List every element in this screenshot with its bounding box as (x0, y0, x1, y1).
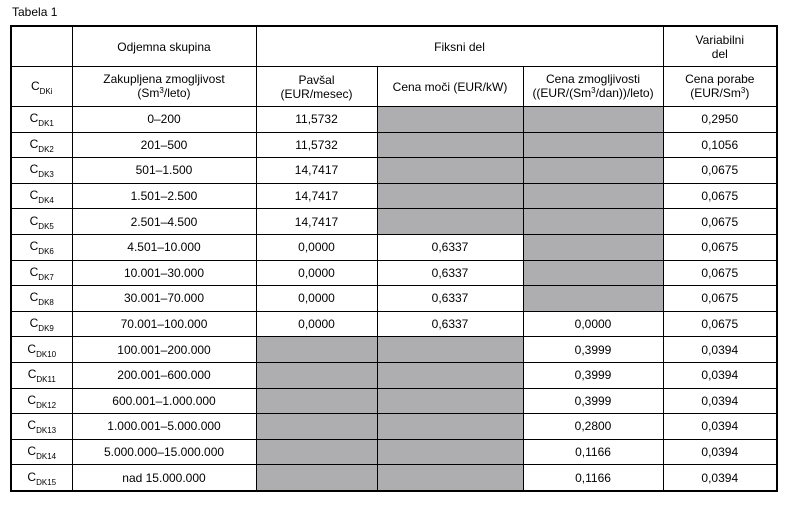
code-main: C (27, 444, 37, 459)
capacity-value: 5.000.000–15.000.000 (103, 445, 225, 460)
power-cell (377, 234, 523, 260)
power-cell (377, 414, 523, 440)
code-cell (11, 362, 72, 388)
capacity-cell (72, 158, 256, 184)
consumption-value: 0,0394 (701, 393, 739, 408)
table-row (11, 234, 777, 260)
consumption-value: 0,0394 (701, 342, 739, 357)
flat-cell (256, 260, 377, 286)
power-value: 0,6337 (431, 265, 469, 280)
power-cell (377, 183, 523, 209)
cap-price-cell (523, 286, 663, 312)
consumption-value: 0,0675 (701, 240, 739, 255)
code-cell (11, 260, 72, 286)
flat-cell (256, 132, 377, 158)
header-code (11, 67, 72, 107)
capacity-value: 201–500 (140, 137, 188, 152)
code-sub: DK10 (36, 349, 57, 359)
header-capacity-line2 (73, 86, 256, 102)
cap-price-cell (523, 234, 663, 260)
code-cell (11, 388, 72, 414)
consumption-cell (663, 286, 777, 312)
flat-cell (256, 337, 377, 363)
table-row (11, 158, 777, 184)
consumption-cell (663, 388, 777, 414)
code-cell (11, 107, 72, 133)
code-cell (11, 286, 72, 312)
flat-value: 11,5732 (295, 112, 338, 127)
power-cell (377, 158, 523, 184)
code-sub: DK5 (38, 221, 54, 231)
table-row (11, 388, 777, 414)
consumption-value: 0,1056 (701, 137, 739, 152)
code-sub: DK11 (36, 375, 56, 385)
table-row (11, 286, 777, 312)
table-row (11, 362, 777, 388)
capacity-cell (72, 132, 256, 158)
code-main: C (29, 188, 39, 203)
cap-price-cell (523, 439, 663, 465)
flat-cell (256, 465, 377, 491)
consumption-cell (663, 183, 777, 209)
code-cell (11, 414, 72, 440)
capacity-cell (72, 107, 256, 133)
consumption-value: 0,0675 (701, 214, 739, 229)
capacity-cell (72, 465, 256, 491)
code-sub: DK6 (38, 247, 54, 257)
power-cell (377, 286, 523, 312)
capacity-value: nad 15.000.000 (122, 470, 206, 485)
cap-price-value: 0,1166 (575, 470, 611, 485)
table-row (11, 337, 777, 363)
power-value: 0,6337 (431, 291, 469, 306)
code-cell (11, 337, 72, 363)
code-sub: DK14 (36, 452, 57, 462)
header-consumption-line2 (664, 86, 777, 102)
consumption-cell (663, 439, 777, 465)
flat-cell (256, 439, 377, 465)
header-capacity (72, 67, 256, 107)
cap-price-cell (523, 260, 663, 286)
cap-price-cell (523, 465, 663, 491)
cap-price-value: 0,1166 (575, 445, 611, 460)
header-cap-price-line2 (524, 86, 663, 102)
code-cell (11, 311, 72, 337)
capacity-value: 70.001–100.000 (120, 317, 208, 332)
consumption-value: 0,0675 (701, 163, 739, 178)
consumption-value: 0,0675 (701, 317, 739, 332)
consumption-value: 0,0675 (701, 291, 739, 306)
flat-cell (256, 388, 377, 414)
power-cell (377, 362, 523, 388)
table-row (11, 465, 777, 491)
code-main: C (27, 341, 37, 356)
code-cell (11, 439, 72, 465)
power-cell (377, 209, 523, 235)
consumption-cell (663, 107, 777, 133)
header-cap-price-line2-sup: 3 (591, 85, 596, 95)
header-code-sub: DKi (39, 86, 53, 96)
header-code-main: C (30, 78, 40, 93)
table-row (11, 439, 777, 465)
consumption-value: 0,0675 (701, 265, 739, 280)
cap-price-cell (523, 311, 663, 337)
capacity-cell (72, 414, 256, 440)
capacity-cell (72, 388, 256, 414)
capacity-value: 501–1.500 (135, 163, 193, 178)
consumption-value: 0,2950 (701, 112, 739, 127)
header-capacity-line2-post: /leto) (163, 85, 191, 100)
flat-cell (256, 362, 377, 388)
code-main: C (27, 418, 37, 433)
capacity-cell (72, 286, 256, 312)
capacity-value: 2.501–4.500 (130, 214, 198, 229)
capacity-value: 1.000.001–5.000.000 (107, 419, 221, 434)
capacity-cell (72, 337, 256, 363)
power-value: 0,6337 (431, 317, 469, 332)
header-fixed: Fiksni del (256, 26, 663, 67)
header-flat (256, 67, 377, 107)
capacity-cell (72, 439, 256, 465)
cap-price-value: 0,3999 (574, 393, 612, 408)
consumption-cell (663, 465, 777, 491)
header-consumption-line2-sup: 3 (740, 85, 746, 95)
capacity-cell (72, 260, 256, 286)
header-group: Odjemna skupina (72, 26, 256, 67)
header-row-2 (11, 67, 777, 107)
flat-value: 0,0000 (298, 317, 335, 332)
flat-cell (256, 311, 377, 337)
tariff-table (10, 25, 778, 492)
consumption-cell (663, 311, 777, 337)
consumption-cell (663, 260, 777, 286)
cap-price-cell (523, 388, 663, 414)
capacity-cell (72, 362, 256, 388)
code-cell (11, 132, 72, 158)
consumption-cell (663, 209, 777, 235)
power-value: 0,6337 (431, 240, 469, 255)
capacity-value: 4.501–10.000 (127, 240, 201, 255)
power-cell (377, 465, 523, 491)
code-main: C (29, 213, 39, 228)
consumption-cell (663, 234, 777, 260)
header-consumption (663, 67, 777, 107)
power-cell (377, 388, 523, 414)
cap-price-cell (523, 337, 663, 363)
capacity-cell (72, 234, 256, 260)
code-main: C (29, 162, 39, 177)
consumption-cell (663, 132, 777, 158)
cap-price-value: 0,3999 (574, 342, 612, 357)
code-cell (11, 183, 72, 209)
cap-price-cell (523, 183, 663, 209)
capacity-value: 100.001–200.000 (117, 342, 211, 357)
code-main: C (29, 239, 39, 254)
code-sub: DK12 (36, 400, 57, 410)
flat-cell (256, 286, 377, 312)
code-sub: DK7 (38, 272, 54, 282)
cap-price-cell (523, 158, 663, 184)
consumption-value: 0,0394 (701, 445, 739, 460)
header-power: Cena moči (EUR/kW) (377, 67, 523, 107)
table-row (11, 107, 777, 133)
flat-cell (256, 414, 377, 440)
table-row (11, 311, 777, 337)
header-empty-cell (11, 26, 72, 67)
table-caption: Tabela 1 (12, 5, 58, 19)
header-cap-price-line2-pre: ((EUR/(Sm (532, 85, 592, 100)
flat-cell (256, 209, 377, 235)
header-capacity-line2-sup: 3 (159, 85, 164, 95)
table-row (11, 414, 777, 440)
table-row (11, 260, 777, 286)
cap-price-cell (523, 132, 663, 158)
capacity-value: 200.001–600.000 (117, 368, 211, 383)
header-consumption-line2-post: ) (745, 85, 750, 100)
header-row-1 (11, 26, 777, 67)
header-cap-price-line2-post: /dan))/leto) (595, 85, 654, 100)
code-cell (11, 158, 72, 184)
code-main: C (27, 367, 37, 382)
cap-price-value: 0,0000 (574, 317, 612, 332)
capacity-value: 30.001–70.000 (123, 291, 205, 306)
flat-value: 0,0000 (298, 265, 335, 280)
code-cell (11, 465, 72, 491)
capacity-cell (72, 183, 256, 209)
consumption-cell (663, 158, 777, 184)
capacity-cell (72, 311, 256, 337)
code-sub: DK1 (38, 119, 54, 129)
capacity-value: 600.001–1.000.000 (112, 393, 216, 408)
header-consumption-line1: Cena porabe (685, 71, 755, 86)
code-main: C (27, 469, 37, 484)
capacity-value: 10.001–30.000 (123, 265, 205, 280)
table-row (11, 132, 777, 158)
flat-cell (256, 183, 377, 209)
code-sub: DK8 (38, 298, 54, 308)
capacity-value: 0–200 (147, 112, 181, 127)
power-cell (377, 260, 523, 286)
power-cell (377, 107, 523, 133)
consumption-cell (663, 337, 777, 363)
cap-price-value: 0,2800 (574, 419, 612, 434)
header-cap-price-line1: Cena zmogljivosti (545, 71, 641, 86)
header-capacity-line2-pre: (Sm (137, 85, 160, 100)
cap-price-cell (523, 414, 663, 440)
code-sub: DK4 (38, 196, 54, 206)
consumption-value: 0,0675 (701, 189, 739, 204)
code-main: C (29, 136, 39, 151)
code-main: C (29, 290, 39, 305)
flat-cell (256, 234, 377, 260)
header-variable-line1: Variabilni (695, 32, 745, 47)
header-consumption-line2-pre: (EUR/Sm (690, 85, 741, 100)
header-cap-price (523, 67, 663, 107)
code-cell (11, 234, 72, 260)
table-row (11, 183, 777, 209)
power-cell (377, 439, 523, 465)
code-cell (11, 209, 72, 235)
flat-cell (256, 158, 377, 184)
capacity-value: 1.501–2.500 (130, 189, 198, 204)
code-main: C (29, 264, 39, 279)
flat-value: 11,5732 (295, 137, 338, 152)
consumption-value: 0,0394 (701, 368, 739, 383)
cap-price-value: 0,3999 (574, 368, 612, 383)
cap-price-cell (523, 209, 663, 235)
flat-value: 14,7417 (294, 189, 339, 204)
code-sub: DK2 (38, 144, 54, 154)
consumption-value: 0,0394 (701, 470, 739, 485)
flat-value: 14,7417 (294, 163, 339, 178)
header-variable-line2: del (711, 46, 728, 61)
code-sub: DK9 (38, 324, 54, 334)
header-flat-line1: Pavšal (298, 72, 335, 87)
code-main: C (29, 316, 39, 331)
code-sub: DK15 (36, 477, 57, 487)
cap-price-cell (523, 362, 663, 388)
code-main: C (29, 111, 39, 126)
code-sub: DK13 (36, 426, 57, 436)
table-row (11, 209, 777, 235)
flat-value: 14,7417 (294, 214, 339, 229)
code-sub: DK3 (38, 170, 54, 180)
cap-price-cell (523, 107, 663, 133)
consumption-cell (663, 414, 777, 440)
capacity-cell (72, 209, 256, 235)
code-main: C (27, 392, 37, 407)
power-cell (377, 337, 523, 363)
power-cell (377, 132, 523, 158)
header-capacity-line1: Zakupljena zmogljivost (103, 71, 225, 86)
consumption-cell (663, 362, 777, 388)
flat-value: 0,0000 (298, 291, 335, 306)
consumption-value: 0,0394 (701, 419, 739, 434)
power-cell (377, 311, 523, 337)
flat-value: 0,0000 (298, 240, 335, 255)
header-flat-line2: (EUR/mesec) (280, 86, 353, 101)
header-variable (663, 26, 777, 67)
flat-cell (256, 107, 377, 133)
